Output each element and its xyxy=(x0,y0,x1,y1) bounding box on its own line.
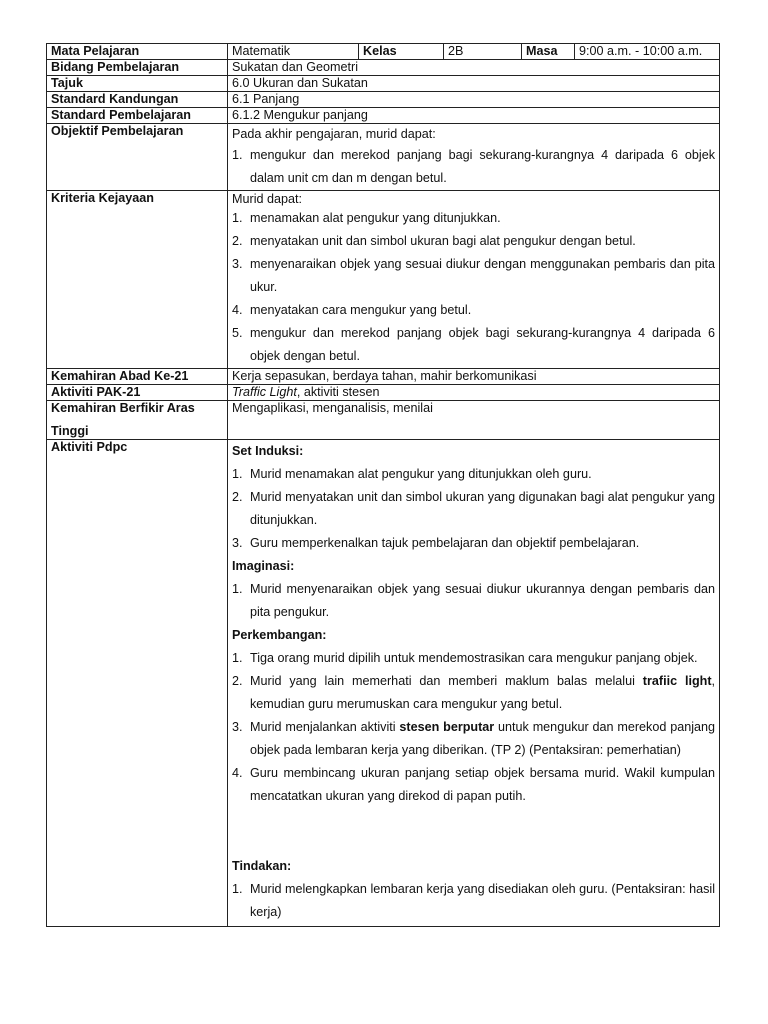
kbat-label-line2: Tinggi xyxy=(51,424,89,438)
objektif-item xyxy=(232,144,715,190)
perk-item-number: 3. xyxy=(232,720,243,734)
row-pdpc xyxy=(47,440,720,927)
set-item-text: Murid menyatakan unit dan simbol ukuran yang digunakan bagi alat pengukur yang ditunjukkan. xyxy=(250,490,716,527)
abad-value: Kerja sepasukan, berdaya tahan, mahir berkomunikasi xyxy=(228,369,720,385)
kriteria-item-number: 4. xyxy=(232,303,243,317)
perk-item-text: Tiga orang murid dipilih untuk mendemostrasikan cara mengukur panjang objek. xyxy=(250,651,698,665)
pak-value-italic: Traffic Light xyxy=(232,385,297,399)
kriteria-item xyxy=(232,299,715,322)
tind-item-text: Murid melengkapkan lembaran kerja yang disediakan oleh guru. (Pentaksiran: hasil kerja) xyxy=(250,882,716,919)
objektif-label: Objektif Pembelajaran xyxy=(47,124,228,191)
set-item-number: 2. xyxy=(232,490,243,504)
imaginasi-item xyxy=(232,578,715,624)
row-kriteria xyxy=(47,191,720,369)
class-value: 2B xyxy=(444,44,522,59)
set-item-text: Murid menamakan alat pengukur yang ditunjukkan oleh guru. xyxy=(250,467,592,481)
sp-value: 6.1.2 Mengukur panjang xyxy=(228,108,720,124)
row-standard-kandungan xyxy=(47,92,720,108)
bidang-label: Bidang Pembelajaran xyxy=(47,60,228,76)
perkembangan-heading: Perkembangan: xyxy=(232,628,327,642)
perk-2-text-c: , kemudian guru merumuskan cara mengukur yang betul. xyxy=(250,674,716,711)
sk-value: 6.1 Panjang xyxy=(228,92,720,108)
row-bidang xyxy=(47,60,720,76)
kriteria-label: Kriteria Kejayaan xyxy=(47,191,228,369)
row-tajuk xyxy=(47,76,720,92)
kriteria-item-text: menyatakan unit dan simbol ukuran bagi alat pengukur dengan betul. xyxy=(250,234,636,248)
row-objektif xyxy=(47,124,720,191)
perk-3-text-a: Murid menjalankan aktiviti xyxy=(250,720,400,734)
bidang-value: Sukatan dan Geometri xyxy=(228,60,720,76)
perk-item-text: Guru membincang ukuran panjang setiap objek bersama murid. Wakil kumpulan mencatatkan ukuran yang direkod di papan putih. xyxy=(250,766,716,803)
perkembangan-item xyxy=(232,670,715,716)
perk-2-bold: trafiic light xyxy=(642,674,712,688)
set-induksi-item xyxy=(232,486,715,532)
perk-3-bold: stesen berputar xyxy=(399,720,495,734)
kriteria-item xyxy=(232,253,715,299)
set-item-number: 3. xyxy=(232,536,243,550)
tindakan-heading: Tindakan: xyxy=(232,859,292,873)
row-abad-21 xyxy=(47,369,720,385)
objektif-item-text: mengukur dan merekod panjang bagi sekurang-kurangnya 4 daripada 6 objek dalam unit cm dan m dengan betul. xyxy=(250,148,716,185)
class-label: Kelas xyxy=(359,44,444,59)
kriteria-item-number: 2. xyxy=(232,234,243,248)
pak-value-rest: , aktiviti stesen xyxy=(296,385,380,399)
time-value: 9:00 a.m. - 10:00 a.m. xyxy=(579,44,703,58)
objektif-intro: Pada akhir pengajaran, murid dapat: xyxy=(232,127,436,141)
kriteria-item-text: menyenaraikan objek yang sesuai diukur dengan menggunakan pembaris dan pita ukur. xyxy=(250,257,716,294)
objektif-item-number: 1. xyxy=(232,148,243,162)
time-label: Masa xyxy=(522,44,575,59)
row-kbat xyxy=(47,401,720,440)
imag-item-text: Murid menyenaraikan objek yang sesuai diukur ukurannya dengan pembaris dan pita pengukur. xyxy=(250,582,716,619)
perk-2-text-a: Murid yang lain memerhati dan memberi maklum balas melalui xyxy=(250,674,643,688)
set-induksi-item xyxy=(232,463,715,486)
perkembangan-item xyxy=(232,647,715,670)
tajuk-label: Tajuk xyxy=(47,76,228,92)
kbat-value: Mengaplikasi, menganalisis, menilai xyxy=(228,401,720,440)
row-subject xyxy=(47,44,720,60)
kriteria-item-text: menyatakan cara mengukur yang betul. xyxy=(250,303,472,317)
kriteria-item-number: 1. xyxy=(232,211,243,225)
pdpc-label: Aktiviti Pdpc xyxy=(47,440,228,927)
perk-item-number: 4. xyxy=(232,766,243,780)
kriteria-item xyxy=(232,230,715,253)
kriteria-item-number: 5. xyxy=(232,326,243,340)
tindakan-item xyxy=(232,878,715,924)
subject-label: Mata Pelajaran xyxy=(47,44,228,60)
kriteria-item-text: mengukur dan merekod panjang objek bagi sekurang-kurangnya 4 daripada 6 objek dengan betul. xyxy=(250,326,716,363)
class-time-cells xyxy=(359,44,719,59)
abad-label: Kemahiran Abad Ke-21 xyxy=(47,369,228,385)
sp-label: Standard Pembelajaran xyxy=(47,108,228,124)
blank-space xyxy=(232,808,715,855)
set-induksi-heading: Set Induksi: xyxy=(232,444,304,458)
kriteria-item xyxy=(232,322,715,368)
imaginasi-heading: Imaginasi: xyxy=(232,559,295,573)
kriteria-intro: Murid dapat: xyxy=(232,192,303,206)
kbat-label-line1: Kemahiran Berfikir Aras xyxy=(51,401,195,415)
kriteria-item-text: menamakan alat pengukur yang ditunjukkan. xyxy=(250,211,501,225)
sk-label: Standard Kandungan xyxy=(47,92,228,108)
row-standard-pembelajaran xyxy=(47,108,720,124)
perk-item-text xyxy=(250,716,715,762)
perk-item-number: 1. xyxy=(232,651,243,665)
perk-item-number: 2. xyxy=(232,674,243,688)
lesson-plan-table xyxy=(46,43,720,927)
imag-item-number: 1. xyxy=(232,582,243,596)
perkembangan-item xyxy=(232,762,715,808)
tajuk-value: 6.0 Ukuran dan Sukatan xyxy=(228,76,720,92)
kriteria-item-number: 3. xyxy=(232,257,243,271)
pak-label: Aktiviti PAK-21 xyxy=(47,385,228,401)
set-item-number: 1. xyxy=(232,467,243,481)
kriteria-item xyxy=(232,207,715,230)
perkembangan-item xyxy=(232,716,715,762)
set-item-text: Guru memperkenalkan tajuk pembelajaran dan objektif pembelajaran. xyxy=(250,536,640,550)
set-induksi-item xyxy=(232,532,715,555)
perk-3-text-c: untuk mengukur dan merekod panjang objek pada lembaran kerja yang diberikan. (TP 2) (Pentaksiran: pemerhatian) xyxy=(250,720,716,757)
tind-item-number: 1. xyxy=(232,882,243,896)
perk-item-text xyxy=(250,670,715,716)
row-pak-21 xyxy=(47,385,720,401)
subject-value: Matematik xyxy=(228,44,359,60)
